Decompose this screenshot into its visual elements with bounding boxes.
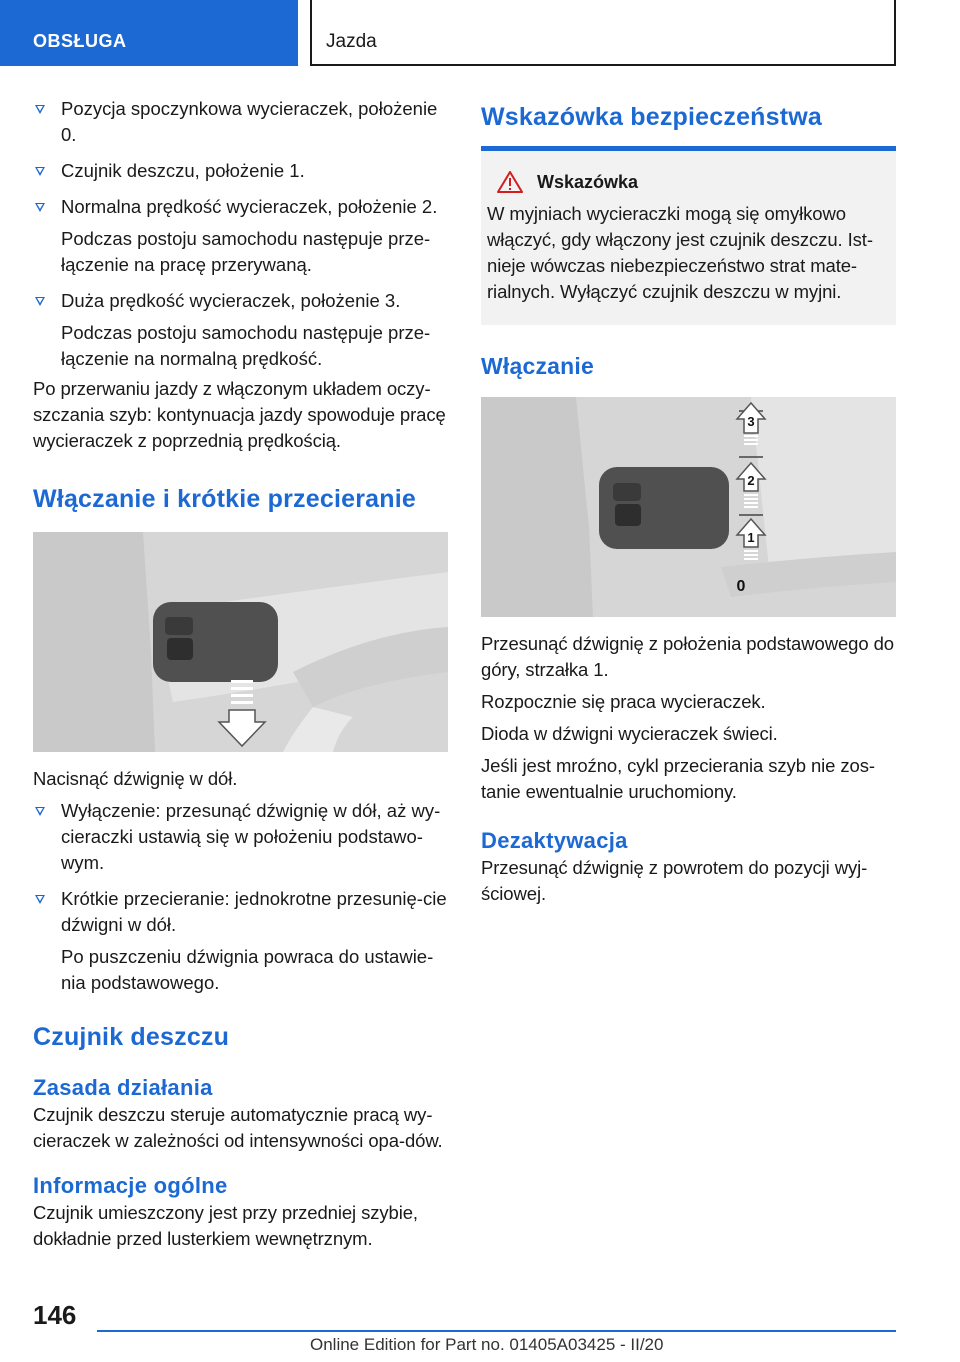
lever-down-illustration <box>33 532 448 752</box>
warning-triangle-icon <box>497 171 523 193</box>
position-label-2: 2 <box>747 473 755 488</box>
triangle-bullet-icon <box>35 297 45 306</box>
list-item: Krótkie przecieranie: jednokrotne przesunię-cie dźwigni w dół. <box>33 886 448 938</box>
warning-box <box>481 151 896 325</box>
sub-paragraph: Podczas postoju samochodu następuje prze-łączenie na pracę przerywaną. <box>61 228 431 275</box>
paragraph: Jeśli jest mroźno, cykl przecierania szyb nie zos-tanie ewentualnie uruchomiony. <box>481 755 875 802</box>
heading-informacje-ogolne: Informacje ogólne <box>33 1173 228 1198</box>
list-item: Duża prędkość wycieraczek, położenie 3. <box>33 288 448 314</box>
paragraph: Po przerwaniu jazdy z włączonym układem oczy-szczania szyb: kontynuacja jazdy spowoduje pracę wycieraczek z poprzednią prędkością. <box>33 378 446 451</box>
footer-divider <box>97 1330 896 1332</box>
triangle-bullet-icon <box>35 167 45 176</box>
heading-czujnik-deszczu: Czujnik deszczu <box>33 1023 230 1051</box>
sub-paragraph: Podczas postoju samochodu następuje prze-łączenie na normalną prędkość. <box>61 322 431 369</box>
position-label-0: 0 <box>736 578 746 595</box>
figure-lever-down <box>33 532 448 752</box>
sub-paragraph: Po puszczeniu dźwignia powraca do ustawie-nia podstawowego. <box>61 946 434 993</box>
warning-title: Wskazówka <box>487 171 888 193</box>
triangle-bullet-icon <box>35 895 45 904</box>
triangle-bullet-icon <box>35 203 45 212</box>
paragraph: Dioda w dźwigni wycieraczek świeci. <box>481 723 778 744</box>
lever-up-illustration <box>481 397 896 617</box>
list-item: Pozycja spoczynkowa wycieraczek, położenie 0. <box>33 96 448 148</box>
paragraph: Czujnik deszczu steruje automatycznie pracą wy-cieraczek w zależności od intensywności opa-dów. <box>33 1104 443 1151</box>
heading-dezaktywacja: Dezaktywacja <box>481 828 628 853</box>
position-label-1: 1 <box>747 530 755 545</box>
footer-edition: Online Edition for Part no. 01405A03425 - II/20 <box>310 1335 664 1354</box>
paragraph: Nacisnąć dźwignię w dół. <box>33 768 238 789</box>
paragraph: Przesunąć dźwignię z powrotem do pozycji wyj-ściowej. <box>481 857 868 904</box>
list-item: Wyłączenie: przesunąć dźwignię w dół, aż wy-cieraczki ustawią się w położeniu podstawo-wym. <box>33 798 448 876</box>
triangle-bullet-icon <box>35 105 45 114</box>
right-column <box>481 96 896 913</box>
page-number: 146 <box>33 1300 77 1330</box>
section-tab: OBSŁUGA <box>0 0 298 66</box>
left-column <box>33 96 448 1258</box>
paragraph: Czujnik umieszczony jest przy przedniej szybie, dokładnie przed lusterkiem wewnętrznym. <box>33 1202 418 1249</box>
warning-text: W myjniach wycieraczki mogą się omyłkowo włączyć, gdy włączony jest czujnik deszczu. Ist-nieje wówczas niebezpieczeństwo strat mate-rialnych. Wyłączyć czujnik deszczu w myjni. <box>487 203 873 302</box>
figure-lever-up <box>481 397 896 617</box>
list-item: Czujnik deszczu, położenie 1. <box>33 158 448 184</box>
list-item: Normalna prędkość wycieraczek, położenie 2. <box>33 194 448 220</box>
position-label-3: 3 <box>747 414 755 429</box>
heading-zasada-dzialania: Zasada działania <box>33 1075 213 1100</box>
paragraph: Przesunąć dźwignię z położenia podstawowego do góry, strzałka 1. <box>481 633 894 680</box>
paragraph: Rozpocznie się praca wycieraczek. <box>481 691 766 712</box>
triangle-bullet-icon <box>35 807 45 816</box>
heading-wskazowka-bezpieczenstwa: Wskazówka bezpieczeństwa <box>481 103 823 131</box>
heading-wlaczanie-krotkie: Włączanie i krótkie przecieranie <box>33 485 416 513</box>
heading-wlaczanie: Włączanie <box>481 353 595 379</box>
chapter-tab: Jazda <box>312 0 896 66</box>
